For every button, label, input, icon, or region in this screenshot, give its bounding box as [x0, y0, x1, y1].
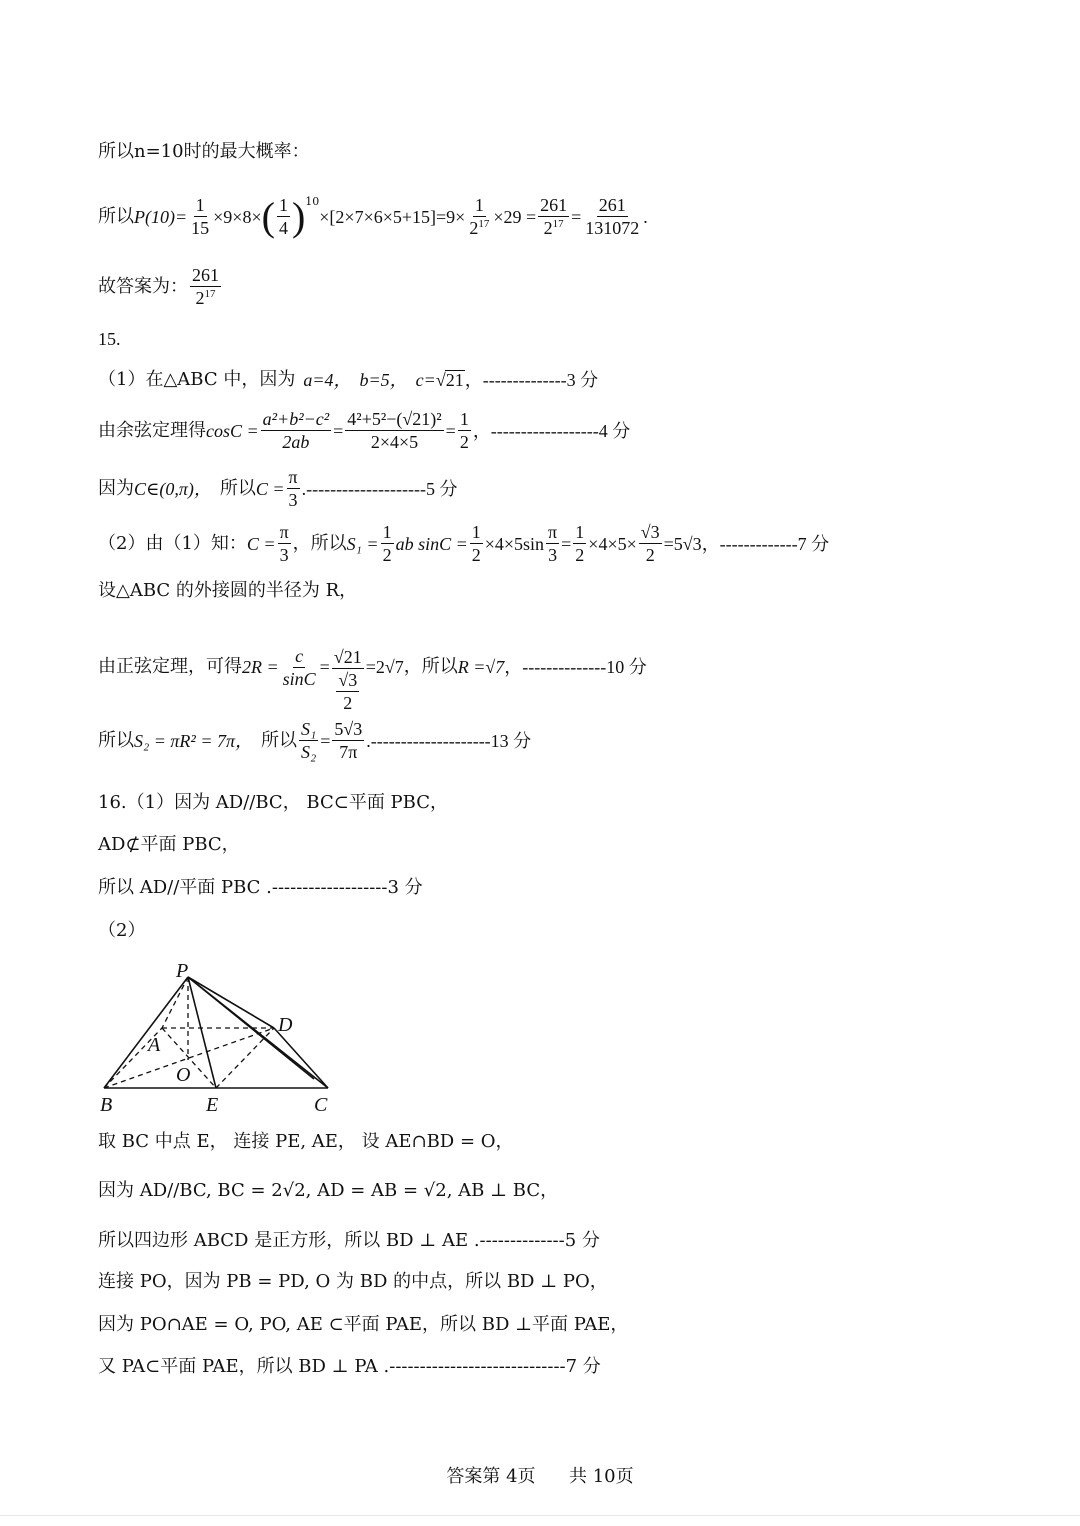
- pyramid-figure: [92, 955, 352, 1120]
- line-15-1-angle: 因为 C∈(0,π)， 所以 C = $\frac{\pi}{3}$ .--------------------5 分: [98, 467, 458, 510]
- fraction: $\frac{\pi}{3}$: [548, 522, 558, 565]
- fraction: $\frac{\text{a²+b²−c²}}{2ab}$: [262, 409, 330, 452]
- line-probability-formula: 所以 P(10)= $\frac{1}{15}$ ×9×8× ( $\frac{1}{4}$ ) 10 ×[2×7×6×5+15]=9× $\frac{1}{2^{17}}$ ×29 = $\frac{261}{2^{17}}$ = $\frac{261}{131072}$ .: [98, 193, 648, 239]
- fraction: $\frac{c}{\sin C}$: [282, 645, 316, 689]
- fraction: $\frac{\text{4²+5²−(√21)²}}{2\times 4\times 5}$: [347, 409, 442, 452]
- label-c: C: [314, 1094, 328, 1116]
- fraction: $\frac{261}{2^{17}}$: [540, 195, 568, 238]
- fraction: $\frac{1}{2}$: [382, 522, 392, 565]
- line-16-2-c: 所以四边形 ABCD 是正方形，所以 BD ⊥ AE .--------------5 分: [98, 1230, 600, 1251]
- line-15-2-ratio: 所以 S₂ = πR² = 7π， 所以 $\frac{\text{S₁}}{\text{S₂}}$ = $\frac{5√3}{7\pi}$ .--------------------13 分: [98, 719, 532, 762]
- line-answer: 故答案为： $\frac{261}{2^{17}}$: [98, 265, 219, 308]
- fraction: $\frac{√21}{\frac{√3}{2}}$: [333, 647, 362, 713]
- line-16-2-f: 又 PA⊂平面 PAE，所以 BD ⊥ PA .-----------------------------7 分: [98, 1356, 601, 1377]
- label-o: O: [176, 1064, 191, 1086]
- label-d: D: [278, 1014, 293, 1036]
- fraction: $\frac{261}{131072}$: [585, 195, 640, 238]
- label-b: B: [100, 1094, 113, 1116]
- line-16-1-c: 所以 AD//平面 PBC .-------------------3 分: [98, 877, 423, 898]
- problem-15-number: 15.: [98, 329, 121, 349]
- fraction: $\frac{5√3}{7\pi}$: [334, 719, 363, 762]
- line-16-1-a: 16.（1）因为 AD//BC， BC⊂平面 PBC，: [98, 792, 448, 813]
- line-15-2-sine-law: 由正弦定理，可得 2R = $\frac{c}{\sin C}$ = $\frac{√21}{\frac{√3}{2}}$ =2√7 ，所以 R =√7 ，--------------10 分: [98, 645, 647, 713]
- fraction: $\frac{1}{2}$: [471, 522, 481, 565]
- footer-page: 答案第 4页: [446, 1466, 536, 1487]
- label-p: P: [176, 960, 189, 982]
- line-16-2-d: 连接 PO，因为 PB = PD, O 为 BD 的中点，所以 BD ⊥ PO，: [98, 1271, 608, 1292]
- line-15-2-area: （2）由（1）知： C = $\frac{\pi}{3}$ ，所以 S₁ = $\frac{1}{2}$ ab sinC = $\frac{1}{2}$ ×4×5sin $\frac{\pi}{3}$ = $\frac{1}{2}$ ×4×5× $\frac{√3}{2}$ =5√3 ，-------------7 分: [98, 522, 830, 565]
- fraction: $\frac{√3}{2}$: [640, 522, 660, 565]
- fraction: $\frac{261}{2^{17}}$: [192, 265, 219, 308]
- fraction: $\frac{1}{2^{17}}$: [469, 195, 490, 238]
- fraction: $\frac{1}{15}$: [191, 195, 210, 238]
- fraction: $\frac{\pi}{3}$: [288, 467, 298, 510]
- fraction: $\frac{\pi}{3}$: [279, 522, 289, 565]
- page-footer: [0, 1462, 1080, 1488]
- fraction: $\frac{\text{S₁}}{\text{S₂}}$: [300, 719, 317, 762]
- fraction: $\frac{1}{4}$: [278, 195, 288, 238]
- line-15-1-cosine: 由余弦定理得 cosC = $\frac{\text{a²+b²−c²}}{2ab}$ = $\frac{\text{4²+5²−(√21)²}}{2\times 4\times 5}$ = $\frac{1}{2}$ ，------------------4 分: [98, 409, 631, 452]
- line-15-2-radius: 设△ABC 的外接圆的半径为 R，: [98, 580, 358, 601]
- fraction: $\frac{1}{2}$: [459, 409, 469, 452]
- label-e: E: [206, 1094, 219, 1116]
- line-15-1-given: （1）在△ABC 中，因为 a=4， b=5， c= √ 21 ，--------------3 分: [98, 368, 599, 390]
- line-16-2-e: 因为 PO∩AE = O, PO, AE ⊂平面 PAE，所以 BD ⊥平面 PAE，: [98, 1314, 629, 1335]
- line-16-2-a: 取 BC 中点 E， 连接 PE, AE， 设 AE∩BD = O，: [98, 1131, 514, 1152]
- line-max-probability: 所以n=10时的最大概率：: [98, 141, 310, 162]
- fraction: $\frac{1}{2}$: [575, 522, 585, 565]
- label-a: A: [148, 1034, 161, 1056]
- line-16-2-b: 因为 AD//BC, BC = 2√2, AD = AB = √2, AB ⊥ BC，: [98, 1180, 559, 1201]
- bottom-divider: [0, 1515, 1080, 1516]
- line-16-2-label: （2）: [98, 920, 146, 941]
- footer-total: 共 10页: [569, 1466, 634, 1487]
- line-16-1-b: AD⊄平面 PBC，: [98, 834, 240, 855]
